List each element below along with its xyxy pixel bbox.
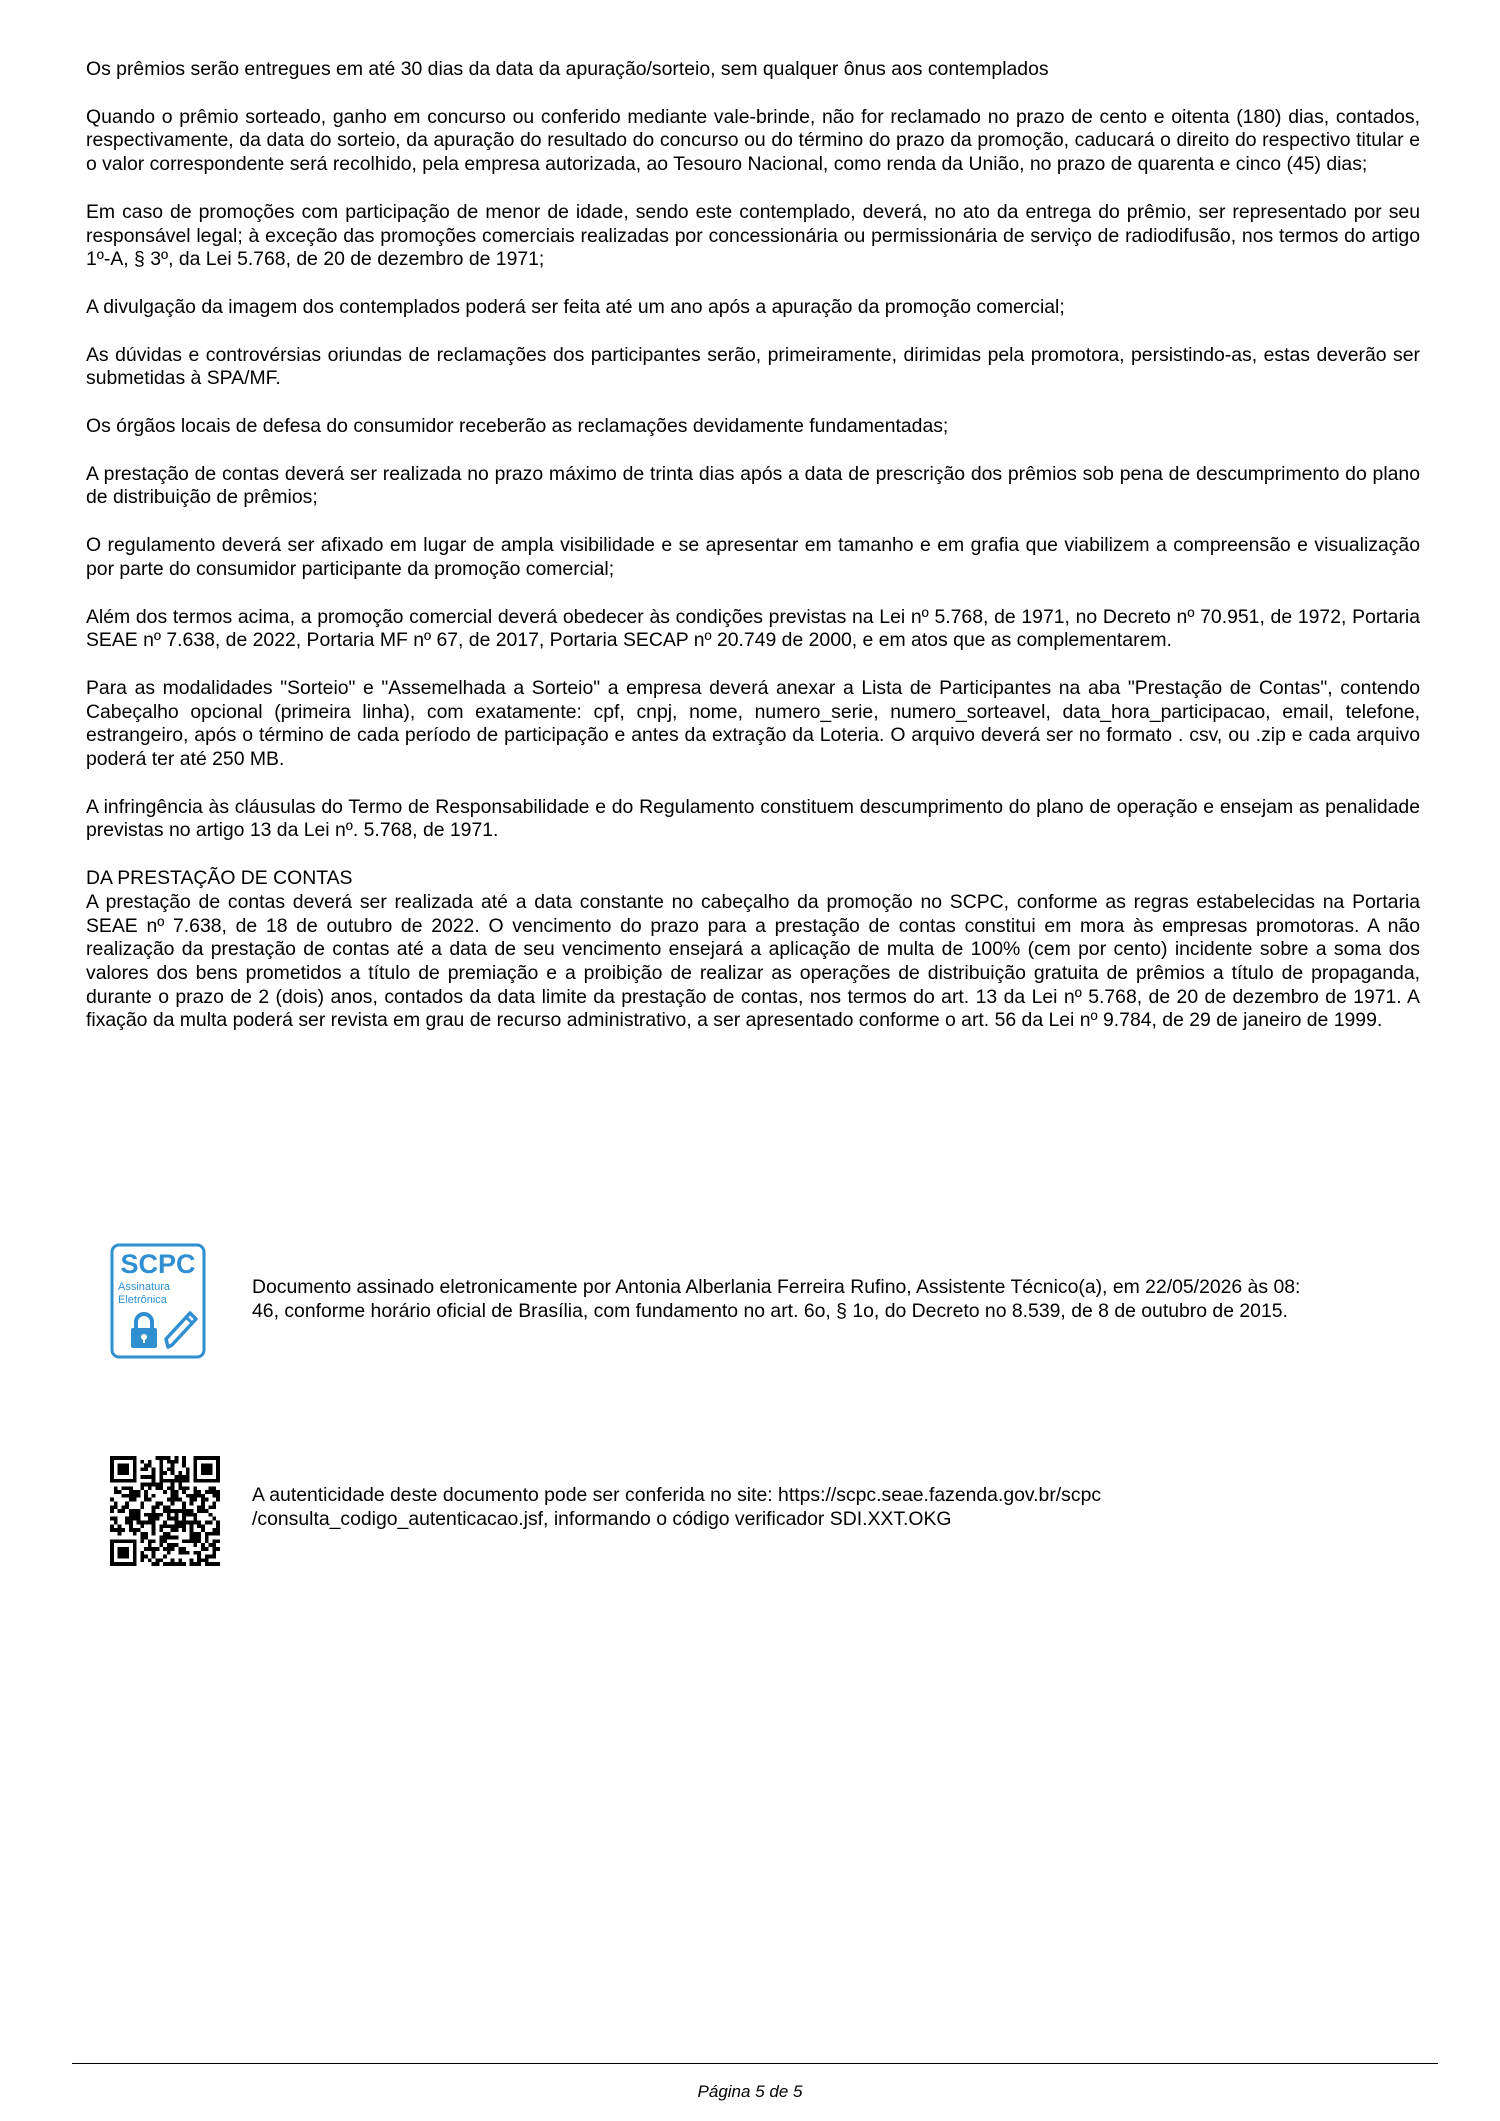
seal-title: SCPC [120, 1249, 196, 1279]
signature-text-line-1: Documento assinado eletronicamente por Antonia Alberlania Ferreira Rufino, Assistente Técnico(a), em 22/05/2026 às 08: [252, 1276, 1301, 1298]
section-text: A prestação de contas deverá ser realizada até a data constante no cabeçalho da promoção no SCPC, conforme as regras estabelecidas na Portaria SEAE nº 7.638, de 18 de outubro de 2022. O vencimento do prazo para a prestação de contas constitui em mora às empresas promotoras. A não realização da prestação de contas até a data de seu vencimento ensejará a aplicação de multa de 100% (cem por cento) incidente sobre a soma dos valores dos bens prometidos a título de premiação e a proibição de realizar as operações de distribuição gratuita de prêmios a título de propaganda, durante o prazo de 2 (dois) anos, contados da data limite da prestação de contas, nos termos do art. 13 da Lei nº 5.768, de 20 de dezembro de 1971. A fixação da multa poderá ser revista em grau de recurso administrativo, a ser apresentado conforme o art. 56 da Lei nº 9.784, de 29 de janeiro de 1999. [86, 890, 1420, 1032]
footer-divider [72, 2063, 1438, 2064]
authenticity-text [252, 1484, 1372, 1531]
signature-seal-icon [110, 1243, 206, 1359]
paragraph-regulation-display: O regulamento deverá ser afixado em lugar de ampla visibilidade e se apresentar em tamanho e em grafia que viabilizem a compreensão e visualização por parte do consumidor participante da promoção comercial; [86, 534, 1420, 580]
paragraph-legal-terms: Além dos termos acima, a promoção comercial deverá obedecer às condições previstas na Lei nº 5.768, de 1971, no Decreto nº 70.951, de 1972, Portaria SEAE nº 7.638, de 2022, Portaria MF nº 67, de 2017, Portaria SECAP nº 20.749 de 2000, e em atos que as complementarem. [86, 605, 1420, 652]
paragraph-infringement: A infringência às cláusulas do Termo de Responsabilidade e do Regulamento constituem descumprimento do plano de operação e ensejam as penalidade previstas no artigo 13 da Lei nº. 5.768, de 1971. [86, 795, 1420, 842]
authenticity-text-line-2: /consulta_codigo_autenticacao.jsf, informando o código verificador SDI.XXT.OKG [252, 1507, 952, 1530]
paragraph-participants-list: Para as modalidades "Sorteio" e "Assemelhada a Sorteio" a empresa deverá anexar a Lista de Participantes na aba "Prestação de Contas", contendo Cabeçalho opcional (primeira linha), com exatamente: cpf, cnpj, nome, numero_serie, numero_sorteavel, data_hora_participacao, email, telefone, estrangeiro, após o término de cada período de participação e antes da extração da Loteria. O arquivo deverá ser no formato . csv, ou .zip e cada arquivo poderá ter até 250 MB. [86, 676, 1420, 771]
paragraph-minor-participation: Em caso de promoções com participação de menor de idade, sendo este contemplado, deverá, no ato da entrega do prêmio, ser representado por seu responsável legal; à exceção das promoções comerciais realizadas por concessionária ou permissionária de serviço de radiodifusão, nos termos do artigo 1º-A, § 3º, da Lei 5.768, de 20 de dezembro de 1971; [86, 200, 1420, 271]
electronic-signature-block [110, 1243, 1420, 1363]
paragraph-prizes-delivery: Os prêmios serão entregues em até 30 dias da data da apuração/sorteio, sem qualquer ônus aos contemplados [86, 58, 1049, 80]
page-number: Página 5 de 5 [697, 2082, 803, 2101]
paragraph-disputes: As dúvidas e controvérsias oriundas de reclamações dos participantes serão, primeiramente, dirimidas pela promotora, persistindo-as, estas deverão ser submetidas à SPA/MF. [86, 343, 1420, 390]
signature-text-line-2: 46, conforme horário oficial de Brasília, com fundamento no art. 6o, § 1o, do Decreto no 8.539, de 8 de outubro de 2015. [252, 1299, 1288, 1322]
authenticity-block [110, 1456, 1420, 1566]
seal-line-2: Eletrônica [118, 1294, 167, 1306]
paragraph-image-disclosure: A divulgação da imagem dos contemplados poderá ser feita até um ano após a apuração da promoção comercial; [86, 295, 1065, 318]
paragraph-unclaimed-prize: Quando o prêmio sorteado, ganho em concurso ou conferido mediante vale-brinde, não for reclamado no prazo de cento e oitenta (180) dias, contados, respectivamente, da data do sorteio, da apuração do resultado do concurso ou do término do prazo da promoção, caducará o direito do respectivo titular e o valor correspondente será recolhido, pela empresa autorizada, ao Tesouro Nacional, como renda da União, no prazo de quarenta e cinco (45) dias; [86, 105, 1420, 176]
paragraph-accountability-deadline: A prestação de contas deverá ser realizada no prazo máximo de trinta dias após a data de prescrição dos prêmios sob pena de descumprimento do plano de distribuição de prêmios; [86, 462, 1420, 509]
section-heading: DA PRESTAÇÃO DE CONTAS [86, 867, 353, 890]
paragraph-consumer-defense: Os órgãos locais de defesa do consumidor receberão as reclamações devidamente fundamentadas; [86, 415, 949, 438]
qr-code-icon [110, 1456, 220, 1566]
document-body [86, 58, 1420, 1057]
authenticity-text-line-1: A autenticidade deste documento pode ser conferida no site: https://scpc.seae.fazenda.gov.br/scpc [252, 1484, 1102, 1506]
seal-line-1: Assinatura [118, 1281, 170, 1293]
signature-text [252, 1276, 1372, 1323]
